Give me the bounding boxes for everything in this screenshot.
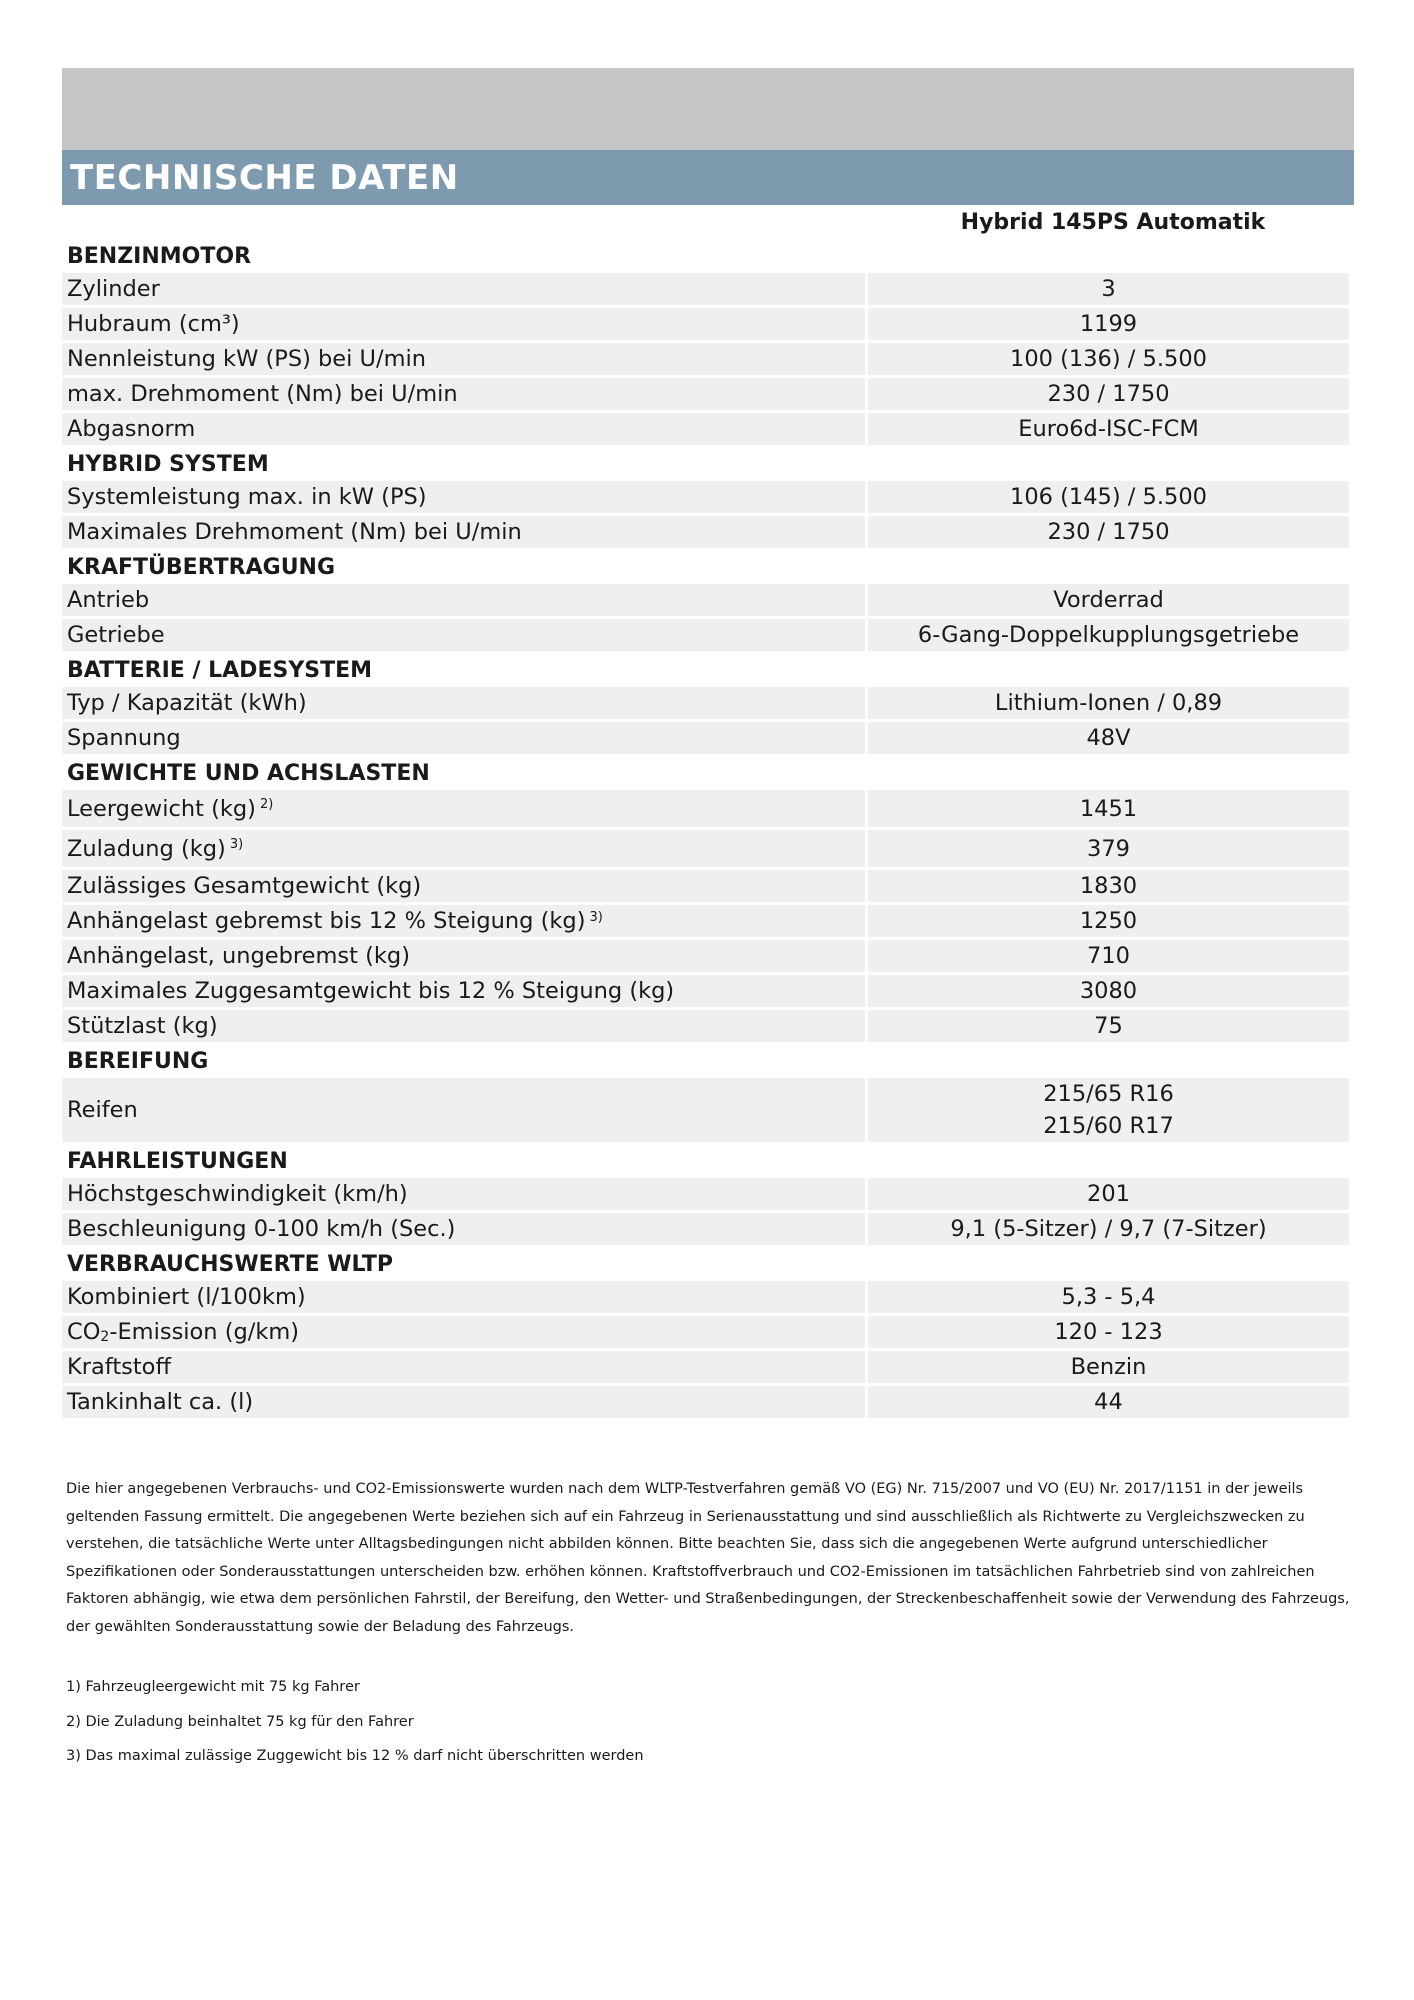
table-row [62, 687, 1354, 719]
footnote: 1) Fahrzeugleergewicht mit 75 kg Fahrer [66, 1679, 360, 1695]
table-row [62, 1078, 1354, 1142]
row-label-text: Reifen [67, 1097, 138, 1123]
row-label-text: Stützlast (kg) [67, 1013, 218, 1039]
row-label [62, 940, 865, 972]
row-label [62, 975, 865, 1007]
page-title: TECHNISCHE DATEN [70, 158, 459, 198]
row-value-text: 106 (145) / 5.500 [1010, 484, 1207, 510]
row-value-text: 5,3 - 5,4 [1061, 1284, 1156, 1310]
row-value [868, 790, 1349, 827]
row-value-text: 215/60 R17 [1043, 1113, 1174, 1139]
row-label-suffix: -Emission (g/km) [109, 1319, 300, 1345]
row-value-text: 379 [1087, 835, 1130, 862]
footnote: 2) Die Zuladung beinhaltet 75 kg für den Fahrer [66, 1713, 414, 1730]
table-row [62, 1213, 1354, 1245]
row-value [868, 870, 1349, 902]
row-label [62, 273, 865, 305]
column-header: Hybrid 145PS Automatik [960, 210, 1266, 235]
section-heading: KRAFTÜBERTRAGUNG [67, 555, 336, 580]
row-label-text: Zuladung (kg) [67, 835, 226, 862]
row-value-text: 3 [1101, 276, 1116, 302]
table-row [62, 1178, 1354, 1210]
subscript: 2 [100, 1329, 110, 1345]
row-label-text: Zulässiges Gesamtgewicht (kg) [67, 873, 422, 899]
row-value [868, 1078, 1349, 1142]
row-label [62, 905, 865, 937]
row-label [62, 378, 865, 410]
row-label [62, 790, 865, 827]
row-label-text: Abgasnorm [67, 416, 196, 442]
row-label-text: Typ / Kapazität (kWh) [67, 690, 307, 716]
row-value-text: Lithium-Ionen / 0,89 [994, 690, 1223, 716]
table-row [62, 1351, 1354, 1383]
row-label [62, 830, 865, 867]
row-value [868, 413, 1349, 445]
row-value [868, 378, 1349, 410]
row-label [62, 619, 865, 651]
row-value [868, 516, 1349, 548]
row-value-text: 100 (136) / 5.500 [1010, 346, 1207, 372]
row-label-text: Beschleunigung 0-100 km/h (Sec.) [67, 1216, 456, 1242]
row-label-text: Hubraum (cm³) [67, 311, 240, 337]
row-value-text: 48V [1086, 725, 1131, 751]
table-row [62, 1386, 1354, 1418]
table-row [62, 619, 1354, 651]
row-value-text: 1250 [1079, 908, 1138, 934]
row-value-text: 75 [1094, 1013, 1123, 1039]
row-label-text: Antrieb [67, 587, 150, 613]
row-value [868, 1316, 1349, 1348]
section-heading: FAHRLEISTUNGEN [67, 1149, 288, 1174]
table-row [62, 584, 1354, 616]
row-value [868, 722, 1349, 754]
row-label [62, 343, 865, 375]
table-row [62, 1316, 1354, 1348]
row-value [868, 1213, 1349, 1245]
table-row [62, 870, 1354, 902]
row-value-text: 9,1 (5-Sitzer) / 9,7 (7-Sitzer) [950, 1216, 1267, 1242]
row-value [868, 584, 1349, 616]
row-label [62, 1078, 865, 1142]
footnote-ref: 3) [589, 909, 603, 925]
table-row [62, 516, 1354, 548]
row-label-text: Höchstgeschwindigkeit (km/h) [67, 1181, 408, 1207]
section-heading: BEREIFUNG [67, 1049, 209, 1074]
row-value [868, 481, 1349, 513]
row-label-text: Anhängelast, ungebremst (kg) [67, 943, 410, 969]
table-row [62, 308, 1354, 340]
row-label [62, 1178, 865, 1210]
row-label [62, 481, 865, 513]
row-label [62, 1010, 865, 1042]
row-label-text: max. Drehmoment (Nm) bei U/min [67, 381, 458, 407]
row-value [868, 619, 1349, 651]
row-value [868, 1178, 1349, 1210]
row-label [62, 308, 865, 340]
row-value [868, 273, 1349, 305]
row-label-text: Kraftstoff [67, 1354, 171, 1380]
row-label-text: Nennleistung kW (PS) bei U/min [67, 346, 427, 372]
table-row [62, 905, 1354, 937]
row-label [62, 1351, 865, 1383]
row-label [62, 413, 865, 445]
row-label [62, 1386, 865, 1418]
footnote-ref: 3) [229, 837, 244, 852]
row-label-text: Anhängelast gebremst bis 12 % Steigung (kg) [67, 908, 586, 934]
table-row [62, 975, 1354, 1007]
disclaimer-text: Die hier angegebenen Verbrauchs- und CO2-Emissionswerte wurden nach dem WLTP-Testverfahren gemäß VO (EG) Nr. 715/2007 und VO (EU) Nr. 2017/1151 in der jeweils geltenden Fassung ermittelt. Die angegebenen Werte beziehen sich auf ein Fahrzeug in Serienausstattung und sind ausschließlich als Richtwerte zu Vergleichszwecken zu verstehen, die tatsächliche Werte unter Alltagsbedingungen nicht abbilden können. Bitte beachten Sie, dass sich die angegebenen Werte aufgrund unterschiedlicher Spezifikationen oder Sonderausstattungen unterscheiden bzw. erhöhen können. Kraftstoffverbrauch und CO2-Emissionen im tatsächlichen Fahrbetrieb sind von zahlreichen Faktoren abhängig, wie etwa dem persönlichen Fahrstil, der Bereifung, den Wetter- und Straßenbedingungen, der Streckenbeschaffenheit sowie der Verwendung des Fahrzeugs, der gewählten Sonderausstattung sowie der Beladung des Fahrzeugs. [66, 1481, 1350, 1635]
row-value-text: 1451 [1079, 795, 1138, 822]
row-value [868, 343, 1349, 375]
row-value-text: Euro6d-ISC-FCM [1018, 416, 1199, 442]
row-value [868, 687, 1349, 719]
row-label [62, 722, 865, 754]
row-value-text: Benzin [1070, 1354, 1147, 1380]
row-value [868, 975, 1349, 1007]
row-label-text: Tankinhalt ca. (l) [67, 1389, 254, 1415]
row-value [868, 1386, 1349, 1418]
footnote-ref: 2) [259, 797, 274, 812]
section-heading: BATTERIE / LADESYSTEM [67, 658, 373, 683]
row-value [868, 940, 1349, 972]
row-value-text: 230 / 1750 [1047, 381, 1170, 407]
footnotes [66, 1670, 644, 1774]
table-row [62, 940, 1354, 972]
row-value [868, 1010, 1349, 1042]
row-label [62, 870, 865, 902]
row-value-text: Vorderrad [1053, 587, 1164, 613]
table-row [62, 343, 1354, 375]
row-label-text: Spannung [67, 725, 181, 751]
table-row [62, 273, 1354, 305]
row-label-text: Maximales Zuggesamtgewicht bis 12 % Steigung (kg) [67, 978, 675, 1004]
row-value-text: 201 [1087, 1181, 1130, 1207]
section-heading: VERBRAUCHSWERTE WLTP [67, 1252, 394, 1277]
row-label [62, 1281, 865, 1313]
section-heading: GEWICHTE UND ACHSLASTEN [67, 761, 430, 786]
row-value [868, 830, 1349, 867]
table-row [62, 790, 1354, 827]
row-label [62, 584, 865, 616]
section-heading: HYBRID SYSTEM [67, 452, 269, 477]
footnote: 3) Das maximal zulässige Zuggewicht bis 12 % darf nicht überschritten werden [66, 1748, 644, 1764]
row-value-text: 1199 [1079, 311, 1138, 337]
row-value-text: 1830 [1079, 873, 1138, 899]
table-row [62, 1010, 1354, 1042]
table-row [62, 722, 1354, 754]
row-label-text: Zylinder [67, 276, 160, 302]
row-value [868, 1351, 1349, 1383]
table-row [62, 481, 1354, 513]
row-label [62, 687, 865, 719]
row-value-text: 215/65 R16 [1043, 1081, 1174, 1107]
row-label-text: Systemleistung max. in kW (PS) [67, 484, 427, 510]
table-row [62, 378, 1354, 410]
row-value [868, 308, 1349, 340]
row-label [62, 516, 865, 548]
row-label [62, 1316, 865, 1348]
row-label-text: Leergewicht (kg) [67, 795, 256, 822]
title-band [62, 150, 1354, 205]
row-label [62, 1213, 865, 1245]
row-label-text: CO [67, 1319, 101, 1345]
section-heading: BENZINMOTOR [67, 244, 252, 269]
row-value-text: 230 / 1750 [1047, 519, 1170, 545]
row-value-text: 44 [1094, 1389, 1123, 1415]
row-value [868, 905, 1349, 937]
table-row [62, 1281, 1354, 1313]
table-row [62, 413, 1354, 445]
row-label-text: Maximales Drehmoment (Nm) bei U/min [67, 519, 522, 545]
row-label-text: Getriebe [67, 622, 165, 648]
row-value-text: 710 [1087, 943, 1130, 969]
spec-table [62, 240, 1354, 1421]
row-value-text: 6-Gang-Doppelkupplungsgetriebe [917, 622, 1300, 648]
row-value-text: 3080 [1079, 978, 1138, 1004]
row-value [868, 1281, 1349, 1313]
row-value-text: 120 - 123 [1054, 1319, 1163, 1345]
row-label-text: Kombiniert (l/100km) [67, 1284, 306, 1310]
header-grey-band [62, 68, 1354, 150]
table-row [62, 830, 1354, 867]
